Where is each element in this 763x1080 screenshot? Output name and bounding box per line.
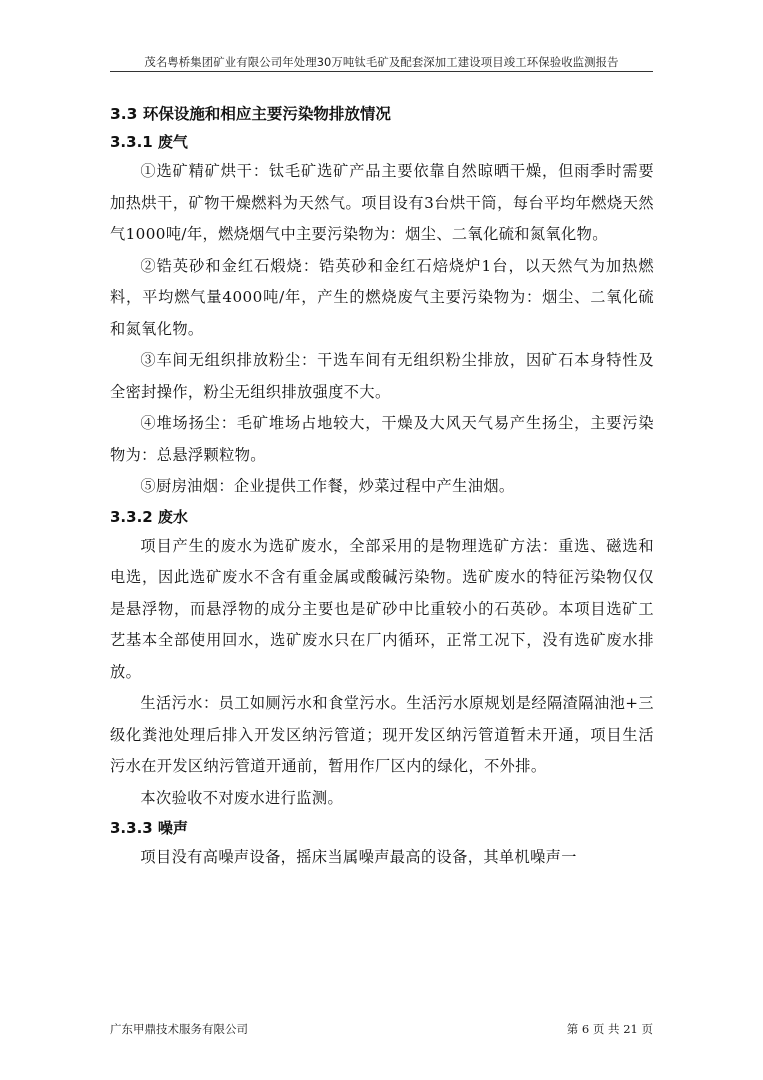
- waste-gas-paragraph: ⑤厨房油烟：企业提供工作餐，炒菜过程中产生油烟。: [140, 477, 515, 495]
- waste-water-paragraph: 生活污水：员工如厕污水和食堂污水。生活污水原规划是经隔渣隔油池+三级化粪池处理后排入开发区纳污管道；现开发区纳污管道暂未开通，项目生活污水在开发区纳污管道开通前，暂用作厂区内的绿化，不外排。: [110, 694, 654, 775]
- footer-company: 广东甲鼎技术服务有限公司: [110, 1022, 248, 1036]
- section-heading: 3.3 环保设施和相应主要污染物排放情况: [110, 105, 391, 123]
- page-header-title: 茂名粤桥集团矿业有限公司年处理30万吨钛毛矿及配套深加工建设项目竣工环保验收监测报告: [144, 55, 619, 69]
- waste-gas-paragraph: ④堆场扬尘：毛矿堆场占地较大，干燥及大风天气易产生扬尘，主要污染物为：总悬浮颗粒物。: [110, 414, 654, 464]
- waste-water-paragraph: 本次验收不对废水进行监测。: [140, 788, 344, 807]
- waste-gas-heading: 3.3.1 废气: [110, 133, 188, 151]
- waste-gas-paragraph: ①选矿精矿烘干：钛毛矿选矿产品主要依靠自然晾晒干燥，但雨季时需要加热烘干，矿物干燥燃料为天然气。项目设有3台烘干筒，每台平均年燃烧天然气1000吨/年，燃烧烟气中主要污染物为：烟尘、二氧化硫和氮氧化物。: [110, 162, 654, 243]
- waste-water-paragraph: 项目产生的废水为选矿废水，全部采用的是物理选矿方法：重选、磁选和电选，因此选矿废水不含有重金属或酸碱污染物。选矿废水的特征污染物仅仅是悬浮物，而悬浮物的成分主要也是矿砂中比重较小的石英砂。本项目选矿工艺基本全部使用回水，选矿废水只在厂内循环，正常工况下，没有选矿废水排放。: [110, 536, 654, 681]
- waste-gas-paragraph: ③车间无组织排放粉尘：干选车间有无组织粉尘排放，因矿石本身特性及全密封操作，粉尘无组织排放强度不大。: [110, 351, 654, 401]
- footer-page-number: 第 6 页 共 21 页: [566, 1022, 653, 1036]
- waste-water-heading: 3.3.2 废水: [110, 507, 188, 526]
- document-body: [110, 100, 654, 874]
- noise-heading: 3.3.3 噪声: [110, 819, 188, 837]
- waste-gas-paragraph: ②锆英砂和金红石煅烧：锆英砂和金红石焙烧炉1台，以天然气为加热燃料，平均燃气量4000吨/年，产生的燃烧废气主要污染物为：烟尘、二氧化硫和氮氧化物。: [110, 256, 654, 338]
- header-rule: [110, 71, 653, 72]
- noise-paragraph: 项目没有高噪声设备，摇床当属噪声最高的设备，其单机噪声一: [140, 848, 577, 866]
